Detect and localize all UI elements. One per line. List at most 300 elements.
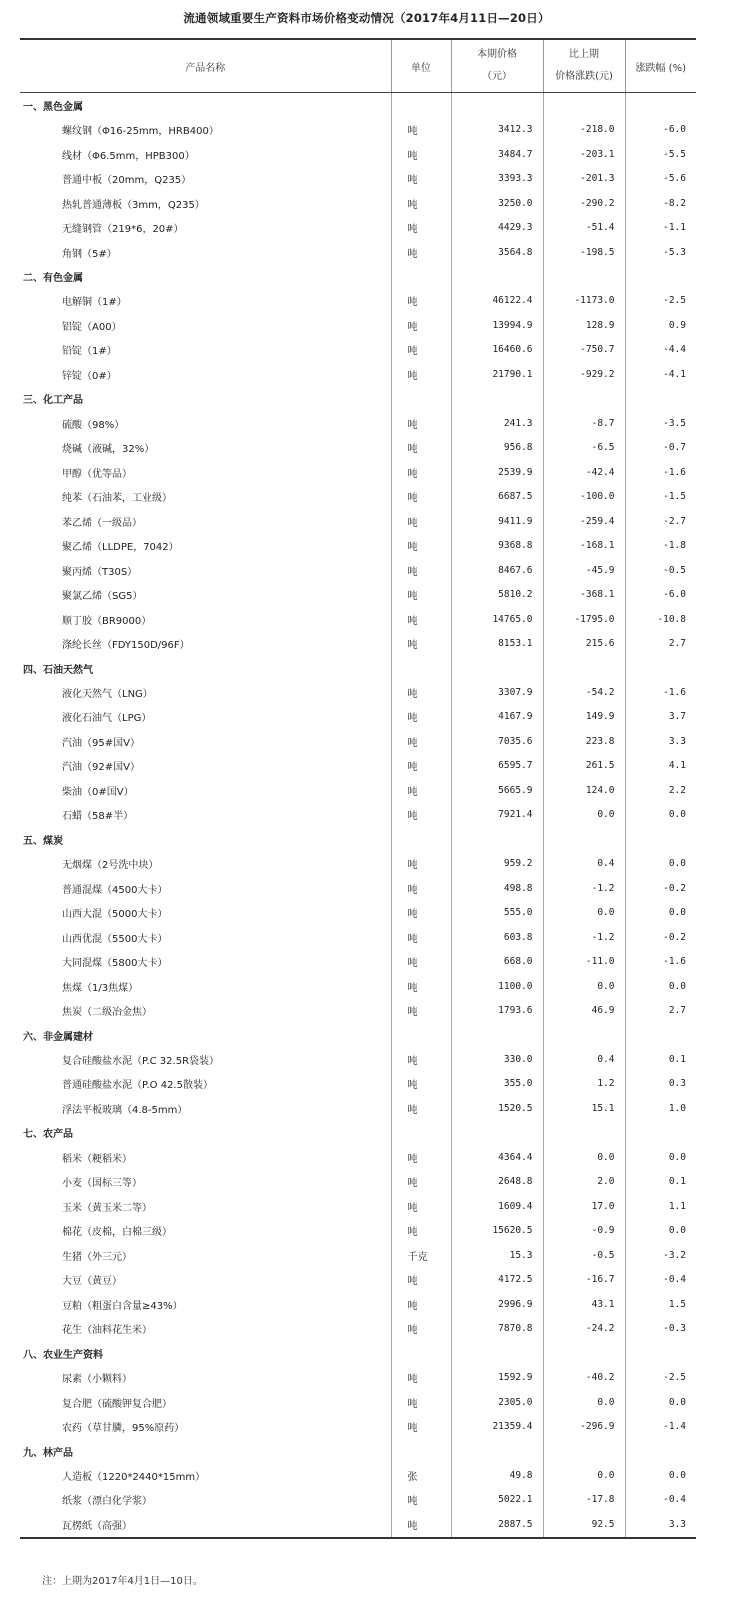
unit-cell: 吨 — [391, 1145, 451, 1169]
table-row — [20, 1463, 696, 1487]
change-percent: 4.1 — [625, 754, 696, 778]
empty-cell — [391, 387, 451, 411]
product-name: 苯乙烯（一级品） — [62, 517, 142, 529]
unit-cell: 吨 — [391, 949, 451, 973]
change-percent: -10.8 — [625, 607, 696, 631]
current-price: 7921.4 — [451, 803, 543, 827]
change-percent: -1.6 — [625, 680, 696, 704]
change-percent: -0.2 — [625, 876, 696, 900]
category-name: 一、黑色金属 — [23, 101, 83, 113]
table-row — [20, 1145, 696, 1169]
unit-cell: 吨 — [391, 900, 451, 924]
product-name: 稻米（粳稻米） — [62, 1153, 132, 1165]
product-name: 普通混煤（4500大卡） — [62, 884, 168, 896]
product-name: 热轧普通薄板（3mm，Q235） — [62, 199, 205, 211]
table-row — [20, 974, 696, 998]
empty-cell — [391, 264, 451, 288]
current-price: 241.3 — [451, 411, 543, 435]
product-name: 玉米（黄玉米二等） — [62, 1202, 152, 1214]
current-price: 2305.0 — [451, 1390, 543, 1414]
product-name: 顺丁胶（BR9000） — [62, 615, 152, 627]
current-price: 330.0 — [451, 1047, 543, 1071]
change-percent: 3.3 — [625, 729, 696, 753]
change-percent: -1.6 — [625, 460, 696, 484]
price-change: -42.4 — [543, 460, 625, 484]
current-price: 5810.2 — [451, 582, 543, 606]
unit-cell: 吨 — [391, 1488, 451, 1512]
unit-cell: 吨 — [391, 1047, 451, 1071]
price-change: -100.0 — [543, 485, 625, 509]
table-row — [20, 754, 696, 778]
product-name: 硫酸（98%） — [62, 419, 125, 431]
table-row — [20, 1170, 696, 1194]
header-current-price — [451, 39, 543, 93]
current-price: 1609.4 — [451, 1194, 543, 1218]
change-percent: 0.0 — [625, 1219, 696, 1243]
header-price-change-line1: 比上期 — [569, 49, 599, 60]
price-change: 0.0 — [543, 974, 625, 998]
price-change: -198.5 — [543, 240, 625, 264]
product-name: 聚氯乙烯（SG5） — [62, 591, 143, 603]
current-price: 4167.9 — [451, 705, 543, 729]
price-change: 0.4 — [543, 852, 625, 876]
product-name: 液化天然气（LNG） — [62, 688, 153, 700]
unit-cell: 吨 — [391, 166, 451, 190]
product-name: 柴油（0#国Ⅴ） — [62, 786, 134, 798]
footnote: 注：上期为2017年4月1日—10日。 — [42, 1576, 203, 1587]
category-row — [20, 1023, 696, 1047]
table-row — [20, 1292, 696, 1316]
category-row — [20, 1121, 696, 1145]
change-percent: -5.6 — [625, 166, 696, 190]
table-row — [20, 362, 696, 386]
price-change: -218.0 — [543, 117, 625, 141]
empty-cell — [625, 656, 696, 680]
empty-cell — [451, 1439, 543, 1463]
product-name: 山西优混（5500大卡） — [62, 933, 168, 945]
product-name: 普通硅酸盐水泥（P.O 42.5散装） — [62, 1080, 213, 1092]
current-price: 14765.0 — [451, 607, 543, 631]
product-name: 山西大混（5000大卡） — [62, 909, 168, 921]
price-change: -1173.0 — [543, 289, 625, 313]
change-percent: -3.2 — [625, 1243, 696, 1267]
change-percent: 3.7 — [625, 705, 696, 729]
change-percent: 0.0 — [625, 852, 696, 876]
table-row — [20, 191, 696, 215]
product-name: 焦煤（1/3焦煤） — [62, 982, 139, 994]
header-price-change-line2: 价格涨跌(元) — [555, 71, 613, 82]
product-name: 汽油（95#国Ⅴ） — [62, 737, 140, 749]
header-current-price-line2: （元） — [482, 71, 512, 82]
category-name: 三、化工产品 — [23, 395, 83, 407]
unit-cell: 吨 — [391, 1414, 451, 1438]
table-body — [20, 93, 696, 1538]
unit-cell: 吨 — [391, 1390, 451, 1414]
empty-cell — [543, 656, 625, 680]
table-row — [20, 607, 696, 631]
table-row — [20, 1268, 696, 1292]
change-percent: -6.0 — [625, 582, 696, 606]
table-header-row — [20, 39, 696, 93]
price-change: 0.0 — [543, 1463, 625, 1487]
empty-cell — [451, 656, 543, 680]
unit-cell: 吨 — [391, 607, 451, 631]
table-row — [20, 729, 696, 753]
table-row — [20, 533, 696, 557]
header-product-name: 产品名称 — [20, 39, 391, 93]
price-change: 0.0 — [543, 900, 625, 924]
table-row — [20, 509, 696, 533]
unit-cell: 吨 — [391, 558, 451, 582]
table-row — [20, 803, 696, 827]
product-name: 瓦楞纸（高强） — [62, 1520, 132, 1532]
price-change: -1795.0 — [543, 607, 625, 631]
price-change: -11.0 — [543, 949, 625, 973]
table-row — [20, 289, 696, 313]
change-percent: -4.1 — [625, 362, 696, 386]
unit-cell: 吨 — [391, 533, 451, 557]
table-row — [20, 215, 696, 239]
current-price: 16460.6 — [451, 338, 543, 362]
change-percent: -0.5 — [625, 558, 696, 582]
product-name: 纯苯（石油苯，工业级） — [62, 493, 172, 505]
product-name: 尿素（小颗料） — [62, 1374, 132, 1386]
empty-cell — [625, 93, 696, 118]
change-percent: -1.5 — [625, 485, 696, 509]
category-name: 五、煤炭 — [23, 835, 63, 847]
unit-cell: 吨 — [391, 705, 451, 729]
price-change: -203.1 — [543, 142, 625, 166]
change-percent: -2.5 — [625, 289, 696, 313]
price-change: 124.0 — [543, 778, 625, 802]
change-percent: 0.0 — [625, 803, 696, 827]
change-percent: -0.4 — [625, 1268, 696, 1292]
price-change: -54.2 — [543, 680, 625, 704]
price-change: -201.3 — [543, 166, 625, 190]
unit-cell: 吨 — [391, 1292, 451, 1316]
table-row — [20, 313, 696, 337]
change-percent: -0.3 — [625, 1316, 696, 1340]
price-change: -296.9 — [543, 1414, 625, 1438]
unit-cell: 吨 — [391, 680, 451, 704]
current-price: 555.0 — [451, 900, 543, 924]
product-name: 大同混煤（5800大卡） — [62, 958, 168, 970]
product-name: 螺纹钢（Φ16-25mm，HRB400） — [62, 126, 219, 138]
product-name: 浮法平板玻璃（4.8-5mm） — [62, 1104, 188, 1116]
price-change: 2.0 — [543, 1170, 625, 1194]
current-price: 7035.6 — [451, 729, 543, 753]
empty-cell — [451, 1121, 543, 1145]
category-row — [20, 1341, 696, 1365]
product-name: 花生（油料花生米） — [62, 1325, 152, 1337]
price-change: 0.0 — [543, 1390, 625, 1414]
table-row — [20, 1047, 696, 1071]
table-row — [20, 680, 696, 704]
empty-cell — [625, 1341, 696, 1365]
price-change: -17.8 — [543, 1488, 625, 1512]
empty-cell — [625, 1023, 696, 1047]
change-percent: 0.0 — [625, 900, 696, 924]
category-row — [20, 387, 696, 411]
product-name: 豆粕（粗蛋白含量≥43%） — [62, 1300, 183, 1312]
category-name: 六、非金属建材 — [23, 1031, 93, 1043]
category-name: 八、农业生产资料 — [23, 1349, 103, 1361]
change-percent: -3.5 — [625, 411, 696, 435]
price-change: -1.2 — [543, 876, 625, 900]
price-change: -0.9 — [543, 1219, 625, 1243]
empty-cell — [543, 264, 625, 288]
current-price: 13994.9 — [451, 313, 543, 337]
category-name: 九、林产品 — [23, 1447, 73, 1459]
change-percent: -4.4 — [625, 338, 696, 362]
unit-cell: 吨 — [391, 876, 451, 900]
current-price: 498.8 — [451, 876, 543, 900]
change-percent: 2.7 — [625, 998, 696, 1022]
change-percent: -2.5 — [625, 1365, 696, 1389]
price-change: -45.9 — [543, 558, 625, 582]
empty-cell — [543, 1341, 625, 1365]
current-price: 1520.5 — [451, 1096, 543, 1120]
category-row — [20, 656, 696, 680]
price-change: 43.1 — [543, 1292, 625, 1316]
change-percent: 3.3 — [625, 1512, 696, 1537]
table-row — [20, 949, 696, 973]
price-table-container — [20, 38, 696, 1539]
unit-cell: 吨 — [391, 1096, 451, 1120]
current-price: 9411.9 — [451, 509, 543, 533]
table-row — [20, 1194, 696, 1218]
current-price: 21359.4 — [451, 1414, 543, 1438]
unit-cell: 吨 — [391, 1316, 451, 1340]
price-change: 261.5 — [543, 754, 625, 778]
unit-cell: 吨 — [391, 778, 451, 802]
table-row — [20, 436, 696, 460]
table-row — [20, 1365, 696, 1389]
current-price: 8153.1 — [451, 631, 543, 655]
unit-cell: 吨 — [391, 582, 451, 606]
current-price: 355.0 — [451, 1072, 543, 1096]
price-change: -750.7 — [543, 338, 625, 362]
empty-cell — [625, 387, 696, 411]
unit-cell: 吨 — [391, 142, 451, 166]
price-change: -290.2 — [543, 191, 625, 215]
table-row — [20, 705, 696, 729]
change-percent: -6.0 — [625, 117, 696, 141]
change-percent: -1.4 — [625, 1414, 696, 1438]
empty-cell — [451, 1023, 543, 1047]
product-name: 锌锭（0#） — [62, 370, 117, 382]
product-name: 聚丙烯（T30S） — [62, 566, 138, 578]
table-row — [20, 631, 696, 655]
current-price: 6687.5 — [451, 485, 543, 509]
table-row — [20, 142, 696, 166]
price-change: -24.2 — [543, 1316, 625, 1340]
table-row — [20, 852, 696, 876]
change-percent: -5.5 — [625, 142, 696, 166]
unit-cell: 吨 — [391, 1170, 451, 1194]
change-percent: 1.5 — [625, 1292, 696, 1316]
product-name: 人造板（1220*2440*15mm） — [62, 1471, 206, 1483]
change-percent: 0.9 — [625, 313, 696, 337]
change-percent: 0.0 — [625, 1463, 696, 1487]
unit-cell: 吨 — [391, 240, 451, 264]
table-row — [20, 166, 696, 190]
unit-cell: 吨 — [391, 411, 451, 435]
empty-cell — [391, 1341, 451, 1365]
empty-cell — [451, 387, 543, 411]
product-name: 大豆（黄豆） — [62, 1276, 122, 1288]
empty-cell — [451, 264, 543, 288]
change-percent: -0.7 — [625, 436, 696, 460]
table-row — [20, 558, 696, 582]
unit-cell: 吨 — [391, 1194, 451, 1218]
category-name: 四、石油天然气 — [23, 664, 93, 676]
price-change: -168.1 — [543, 533, 625, 557]
current-price: 3412.3 — [451, 117, 543, 141]
table-row — [20, 338, 696, 362]
empty-cell — [625, 1439, 696, 1463]
table-row — [20, 1219, 696, 1243]
current-price: 2996.9 — [451, 1292, 543, 1316]
current-price: 3484.7 — [451, 142, 543, 166]
unit-cell: 吨 — [391, 1365, 451, 1389]
category-row — [20, 1439, 696, 1463]
table-row — [20, 411, 696, 435]
table-row — [20, 240, 696, 264]
change-percent: -1.1 — [625, 215, 696, 239]
category-row — [20, 827, 696, 851]
change-percent: 2.2 — [625, 778, 696, 802]
product-name: 纸浆（漂白化学浆） — [62, 1496, 152, 1508]
current-price: 15620.5 — [451, 1219, 543, 1243]
change-percent: 1.1 — [625, 1194, 696, 1218]
product-name: 棉花（皮棉，白棉三级） — [62, 1227, 172, 1239]
header-price-change — [543, 39, 625, 93]
current-price: 4172.5 — [451, 1268, 543, 1292]
unit-cell: 吨 — [391, 338, 451, 362]
price-change: -368.1 — [543, 582, 625, 606]
product-name: 无烟煤（2号洗中块） — [62, 860, 159, 872]
price-change: 215.6 — [543, 631, 625, 655]
unit-cell: 吨 — [391, 729, 451, 753]
table-row — [20, 1243, 696, 1267]
table-row — [20, 876, 696, 900]
empty-cell — [391, 1023, 451, 1047]
unit-cell: 吨 — [391, 117, 451, 141]
unit-cell: 吨 — [391, 803, 451, 827]
empty-cell — [625, 1121, 696, 1145]
product-name: 石蜡（58#半） — [62, 811, 134, 823]
table-row — [20, 582, 696, 606]
product-name: 甲醇（优等品） — [62, 468, 132, 480]
table-row — [20, 925, 696, 949]
product-name: 复合硅酸盐水泥（P.C 32.5R袋装） — [62, 1056, 220, 1068]
product-name: 生猪（外三元） — [62, 1251, 132, 1263]
current-price: 46122.4 — [451, 289, 543, 313]
current-price: 5665.9 — [451, 778, 543, 802]
price-change: 0.0 — [543, 1145, 625, 1169]
unit-cell: 吨 — [391, 1219, 451, 1243]
table-row — [20, 460, 696, 484]
empty-cell — [451, 827, 543, 851]
price-change: -259.4 — [543, 509, 625, 533]
current-price: 2539.9 — [451, 460, 543, 484]
current-price: 1592.9 — [451, 1365, 543, 1389]
product-name: 铅锭（1#） — [62, 346, 117, 358]
empty-cell — [451, 93, 543, 118]
table-row — [20, 998, 696, 1022]
empty-cell — [543, 1439, 625, 1463]
empty-cell — [543, 1023, 625, 1047]
product-name: 液化石油气（LPG） — [62, 713, 152, 725]
product-name: 烧碱（液碱，32%） — [62, 444, 155, 456]
category-name: 二、有色金属 — [23, 273, 83, 285]
change-percent: -1.8 — [625, 533, 696, 557]
header-unit: 单位 — [391, 39, 451, 93]
product-name: 小麦（国标三等） — [62, 1178, 142, 1190]
unit-cell: 吨 — [391, 436, 451, 460]
empty-cell — [451, 1341, 543, 1365]
category-name: 七、农产品 — [23, 1129, 73, 1141]
change-percent: 0.0 — [625, 1145, 696, 1169]
price-change: -1.2 — [543, 925, 625, 949]
change-percent: 0.3 — [625, 1072, 696, 1096]
unit-cell: 吨 — [391, 509, 451, 533]
category-row — [20, 264, 696, 288]
current-price: 1793.6 — [451, 998, 543, 1022]
table-row — [20, 1488, 696, 1512]
price-change: 46.9 — [543, 998, 625, 1022]
category-row — [20, 93, 696, 118]
current-price: 668.0 — [451, 949, 543, 973]
current-price: 3250.0 — [451, 191, 543, 215]
price-change: -16.7 — [543, 1268, 625, 1292]
price-change: 149.9 — [543, 705, 625, 729]
price-change: 0.0 — [543, 803, 625, 827]
unit-cell: 吨 — [391, 1072, 451, 1096]
current-price: 6595.7 — [451, 754, 543, 778]
price-change: -51.4 — [543, 215, 625, 239]
unit-cell: 吨 — [391, 362, 451, 386]
product-name: 无缝钢管（219*6，20#） — [62, 224, 184, 236]
current-price: 3393.3 — [451, 166, 543, 190]
product-name: 铝锭（A00） — [62, 321, 122, 333]
current-price: 2648.8 — [451, 1170, 543, 1194]
current-price: 15.3 — [451, 1243, 543, 1267]
unit-cell: 吨 — [391, 191, 451, 215]
price-change: -6.5 — [543, 436, 625, 460]
change-percent: 0.1 — [625, 1170, 696, 1194]
price-change: 17.0 — [543, 1194, 625, 1218]
product-name: 电解铜（1#） — [62, 297, 127, 309]
product-name: 焦炭（二级冶金焦） — [62, 1007, 152, 1019]
product-name: 角钢（5#） — [62, 248, 117, 260]
current-price: 49.8 — [451, 1463, 543, 1487]
change-percent: 0.1 — [625, 1047, 696, 1071]
change-percent: 2.7 — [625, 631, 696, 655]
empty-cell — [543, 1121, 625, 1145]
unit-cell: 吨 — [391, 754, 451, 778]
current-price: 7870.8 — [451, 1316, 543, 1340]
unit-cell: 吨 — [391, 631, 451, 655]
table-row — [20, 117, 696, 141]
empty-cell — [391, 93, 451, 118]
table-row — [20, 1512, 696, 1537]
current-price: 9368.8 — [451, 533, 543, 557]
current-price: 3307.9 — [451, 680, 543, 704]
unit-cell: 吨 — [391, 974, 451, 998]
empty-cell — [391, 1121, 451, 1145]
